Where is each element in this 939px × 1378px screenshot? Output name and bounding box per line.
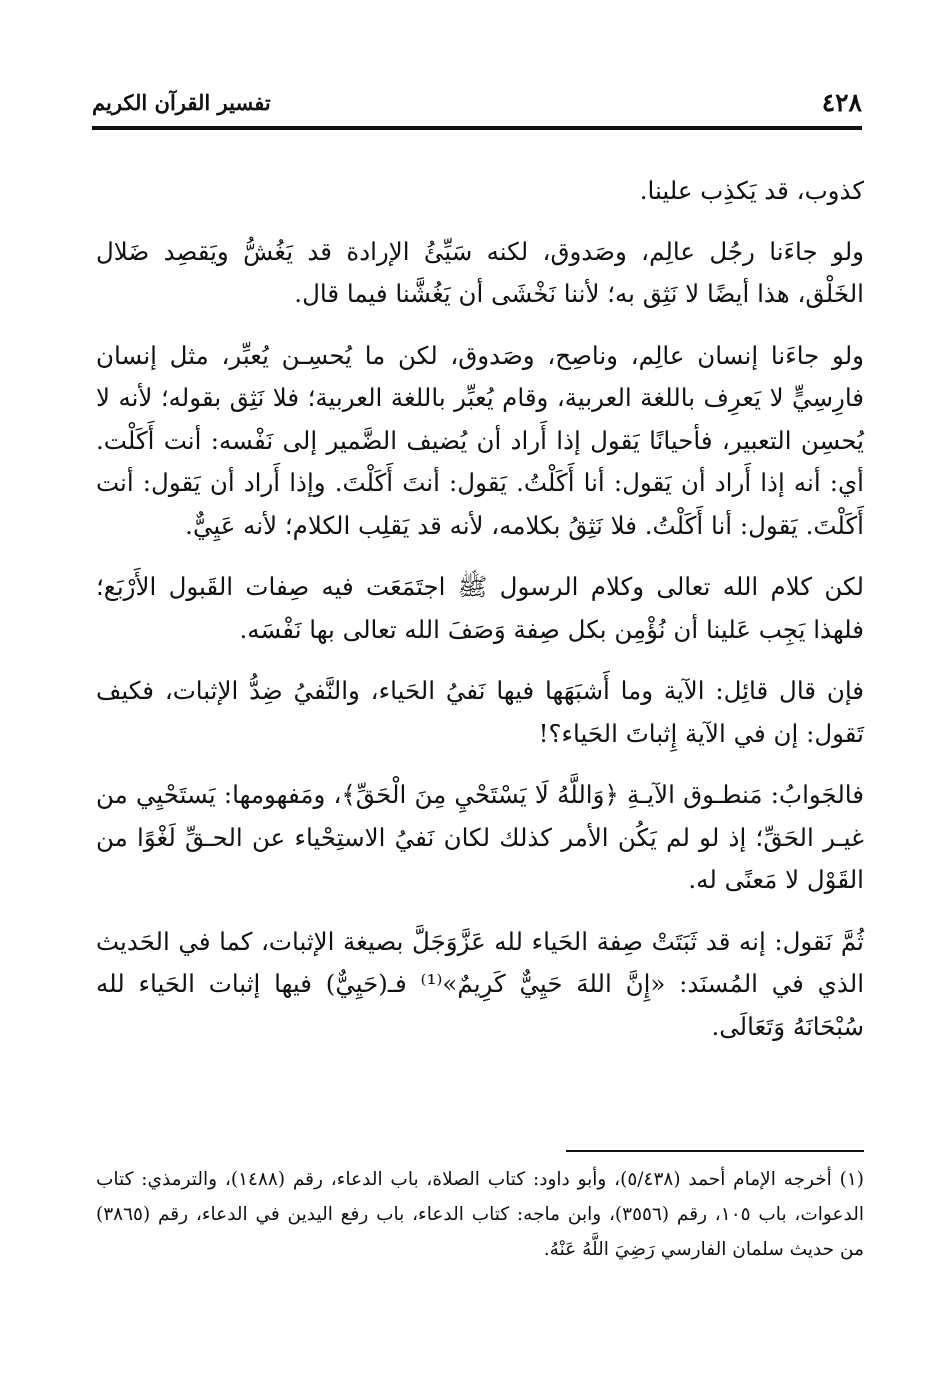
page-header: [92, 86, 862, 130]
paragraph: فالجَوابُ: مَنطـوق الآيـةِ ﴿وَاللَّهُ لَا يَسْتَحْيِ مِنَ الْحَقِّ﴾، ومَفهومها: يَستَحْيِي من غيـر الحَقِّ؛ إذ لو لم يَكُن الأمر كذلك لكان نَفيُ الاستِحْياء عن الحـقِّ لَغْوًا من القَوْل لا مَعنًى له.: [96, 780, 864, 894]
footnote: (١) أخرجه الإمام أحمد (٥/٤٣٨)، وأبو داود: كتاب الصلاة، باب الدعاء، رقم (١٤٨٨)، والترمذي: كتاب الدعوات، باب ١٠٥، رقم (٣٥٥٦)، وابن ماجه: كتاب الدعاء، باب رفع اليدين في الدعاء، رقم (٣٨٦٥) من حديث سلمان الفارسي رَضِيَ اللَّهُ عَنْهُ.: [96, 1169, 864, 1260]
paragraph: ولو جاءَنا رجُل عالِم، وصَدوق، لكنه سَيِّئُ الإرادة قد يَغُشُّ ويَقصِد ضَلال الخَلْق، هذا أيضًا لا نَثِق به؛ لأننا نَخْشَى أن يَغُشَّنا فيما قال.: [96, 236, 864, 308]
paragraph: ثُمَّ نَقول: إنه قد ثَبَتَتْ صِفة الحَياء لله عَزَّوَجَلَّ بصيغة الإثبات، كما في الحَديث الذي في المُسنَد: «إِنَّ اللهَ حَيِيٌّ كَرِيمٌ»⁽¹⁾ فـ(حَيِيٌّ) فيها إثبات الحَياء لله سُبْحَانَهُ وَتَعَالَى.: [96, 926, 864, 1041]
main-text: [96, 170, 864, 1067]
paragraph: فإن قال قائِل: الآية وما أَشبَهَها فيها نَفيُ الحَياء، والنَّفيُ ضِدُّ الإثبات، فكيف تَقول: إن في الآية إِثباتَ الحَياء؟!: [96, 676, 864, 748]
footnote-divider: [566, 1150, 864, 1152]
paragraph: كذوب، قد يَكذِب علينا.: [639, 176, 864, 205]
paragraph: ولو جاءَنا إنسان عالِم، وناصِح، وصَدوق، لكن ما يُحسِـن يُعبِّر، مثل إنسان فارِسِيٍّ لا يَعرِف باللغة العربية، وقام يُعبِّر باللغة العربية؛ فلا نَثِق بقوله؛ لأنه لا يُحسِن التعبير، فأحيانًا يَقول إذا أَراد أن يُضيف الضَّمير إلى نَفْسه: أنت أَكَلْت. أي: أنه إذا أَراد أن يَقول: أنا أَكَلْتُ. يَقول: أنتَ أَكَلْتَ. وإذا أَراد أن يَقول: أنت أَكَلْتَ. يَقول: أنا أَكَلْتُ. فلا نَثِقُ بكلامه، لأنه قد يَقلِب الكلام؛ لأنه عَيِيٌّ.: [96, 340, 864, 540]
page-number: ٤٢٨: [821, 88, 862, 117]
book-title: تفسير القرآن الكريم: [92, 90, 271, 115]
footnotes: [96, 1162, 864, 1267]
paragraph: لكن كلام الله تعالى وكلام الرسول ﷺ اجتَمَعَت فيه صِفات القَبول الأَرْبَع؛ فلهذا يَجِب عَلينا أن نُؤْمِن بكل صِفة وَصَفَ الله تعالى بها نَفْسَه.: [96, 572, 864, 644]
